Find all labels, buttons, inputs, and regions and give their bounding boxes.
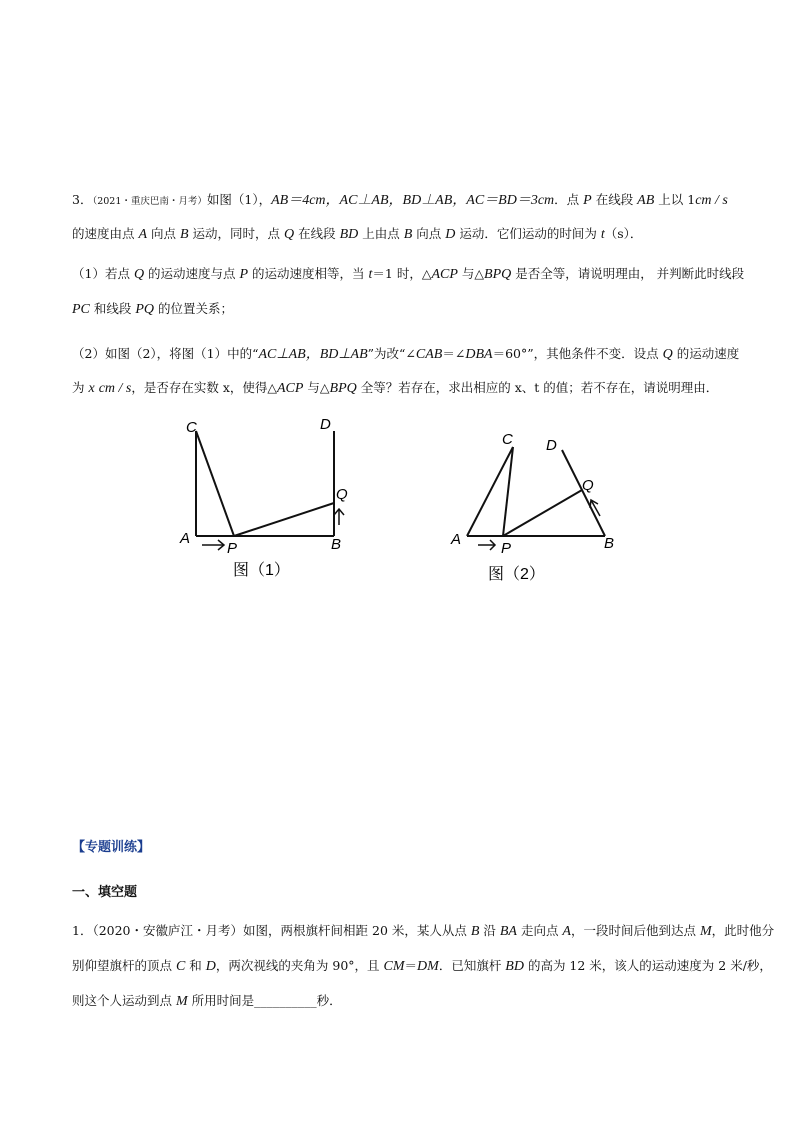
label-D: D bbox=[320, 416, 331, 433]
segment-CP bbox=[503, 447, 513, 536]
label-C: C bbox=[186, 419, 197, 436]
problem-number: 3． bbox=[72, 192, 93, 207]
label-A: A bbox=[451, 531, 462, 548]
question1-line1: （1）若点 Q 的运动速度与点 P 的运动速度相等，当 t＝1 时，△ACP 与△BPQ 是否全等，请说明理由， 并判断此时线段 bbox=[72, 266, 745, 282]
question2-line1: （2）如图（2），将图（1）中的“AC⊥AB，BD⊥AB”为改“∠CAB＝∠DBA＝60°”，其他条件不变．设点 Q 的运动速度 bbox=[72, 346, 740, 362]
training-problem1-line1: 1．（2020・安徽庐江・月考）如图，两根旗杆间相距 20 米，某人从点 B 沿 BA 走向点 A，一段时间后他到达点 M，此时他分 bbox=[72, 923, 775, 939]
arrow-right-icon bbox=[478, 540, 495, 550]
segment-AC bbox=[467, 447, 513, 536]
section-fill-blank: 一、填空题 bbox=[72, 885, 138, 900]
figure-2 bbox=[440, 420, 630, 590]
label-P: P bbox=[501, 540, 512, 557]
training-problem1-line2: 别仰望旗杆的顶点 C 和 D，两次视线的夹角为 90°，且 CM＝DM．已知旗杆 BD 的高为 12 米，该人的运动速度为 2 米/秒， bbox=[72, 958, 772, 974]
question2-line2: 为 x cm / s，是否存在实数 x，使得△ACP 与△BPQ 全等？若存在，求出相应的 x、t 的值；若不存在，请说明理由． bbox=[72, 380, 719, 396]
training-problem1-line3: 则这个人运动到点 M 所用时间是__________秒． bbox=[72, 993, 342, 1009]
problem3-line2: 的速度由点 A 向点 B 运动，同时，点 Q 在线段 BD 上由点 B 向点 D 运动．它们运动的时间为 t（s）． bbox=[72, 226, 643, 242]
problem-source: （2021・重庆巴南・月考） bbox=[92, 196, 207, 207]
figure-1 bbox=[160, 405, 360, 590]
label-A: A bbox=[180, 530, 191, 547]
question1-line2: PC 和线段 PQ 的位置关系； bbox=[72, 301, 233, 317]
arrow-up-icon bbox=[334, 509, 344, 525]
training-title: 【专题训练】 bbox=[72, 840, 151, 855]
label-B: B bbox=[604, 535, 615, 552]
label-Q: Q bbox=[336, 486, 348, 503]
problem3-line1: 3．（2021・重庆巴南・月考）如图（1），AB＝4cm，AC⊥AB，BD⊥AB，AC＝BD＝3cm．点 P 在线段 AB 上以 1cm / s bbox=[72, 192, 728, 208]
answer-blank[interactable]: __________ bbox=[254, 993, 317, 1008]
segment-PQ bbox=[234, 503, 334, 536]
label-Q: Q bbox=[582, 477, 594, 494]
label-P: P bbox=[227, 540, 238, 557]
figure-2-caption: 图（2） bbox=[488, 566, 545, 583]
segment-PQ bbox=[503, 490, 582, 536]
arrow-right-icon bbox=[202, 540, 224, 550]
figure-1-caption: 图（1） bbox=[233, 562, 290, 579]
label-C: C bbox=[502, 431, 513, 448]
label-D: D bbox=[546, 437, 557, 454]
segment-CP bbox=[196, 431, 234, 536]
label-B: B bbox=[331, 536, 342, 553]
